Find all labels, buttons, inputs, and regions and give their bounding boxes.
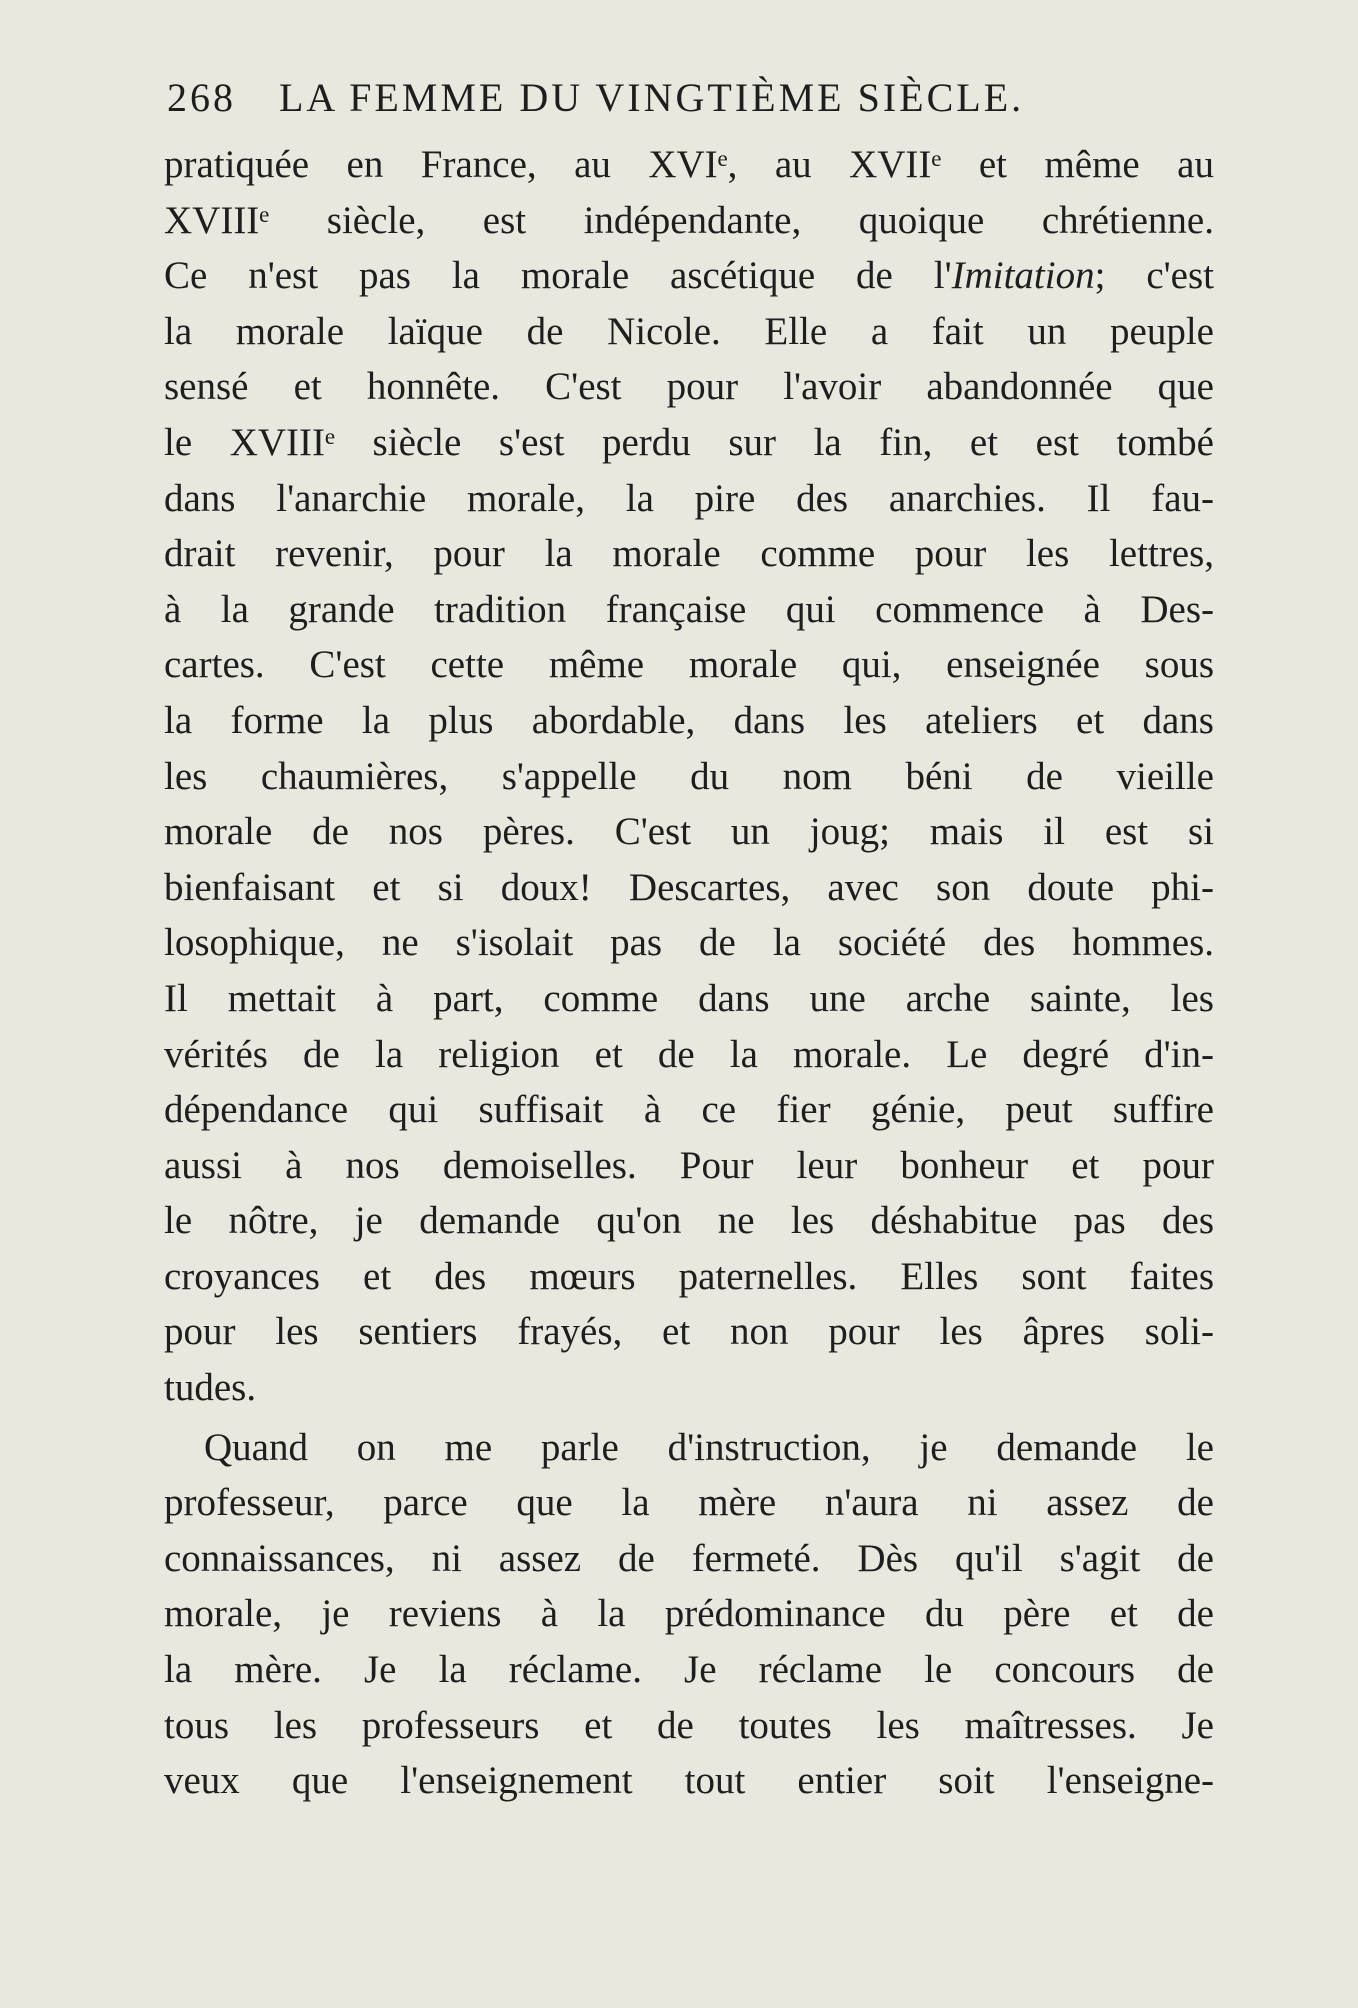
text-line: morale, je reviens à la prédominance du père et de [164, 1592, 1214, 1636]
text-line: pour les sentiers frayés, et non pour les âpres soli- [164, 1310, 1214, 1354]
paragraph-1 [164, 137, 1214, 1416]
text-line: sensé et honnête. C'est pour l'avoir abandonnée que [164, 365, 1214, 409]
text-line: XVIIIᵉ siècle, est indépendante, quoique chrétienne. [164, 198, 1214, 242]
text-line [164, 248, 1214, 304]
text-line: vérités de la religion et de la morale. Le degré d'in- [164, 1032, 1214, 1076]
text-line: Quand on me parle d'instruction, je demande le [204, 1425, 1214, 1469]
text-line: le XVIIIᵉ siècle s'est perdu sur la fin, et est tombé [164, 420, 1214, 464]
text-line: aussi à nos demoiselles. Pour leur bonheur et pour [164, 1143, 1214, 1187]
text-line: pratiquée en France, au XVIᵉ, au XVIIᵉ et même au [164, 143, 1214, 186]
paragraph-2 [164, 1420, 1214, 1809]
text-line: Il mettait à part, comme dans une arche sainte, les [164, 976, 1214, 1020]
text-line: la mère. Je la réclame. Je réclame le concours de [164, 1648, 1214, 1692]
text-line: losophique, ne s'isolait pas de la société des hommes. [164, 921, 1214, 965]
body-text [164, 137, 1214, 1809]
text-line: veux que l'enseignement tout entier soit l'enseigne- [164, 1759, 1214, 1803]
text-line: les chaumières, s'appelle du nom béni de vieille [164, 754, 1214, 798]
text-line: dans l'anarchie morale, la pire des anarchies. Il fau- [164, 476, 1214, 520]
running-header [167, 74, 1227, 134]
text-line: bienfaisant et si doux! Descartes, avec son doute phi- [164, 865, 1214, 909]
text-line: professeur, parce que la mère n'aura ni assez de [164, 1481, 1214, 1525]
text-segment: ; c'est [1094, 254, 1214, 298]
text-line: morale de nos pères. C'est un joug; mais il est si [164, 810, 1214, 854]
text-line: à la grande tradition française qui commence à Des- [164, 587, 1214, 631]
book-title-imitation: Imitation [951, 254, 1095, 298]
text-line: connaissances, ni assez de fermeté. Dès qu'il s'agit de [164, 1536, 1214, 1580]
text-line: tous les professeurs et de toutes les maîtresses. Je [164, 1703, 1214, 1747]
page-number: 268 [167, 75, 236, 120]
text-line: drait revenir, pour la morale comme pour les lettres, [164, 532, 1214, 576]
text-line: tudes. [164, 1366, 257, 1410]
text-line: la forme la plus abordable, dans les ateliers et dans [164, 698, 1214, 742]
text-line: dépendance qui suffisait à ce fier génie, peut suffire [164, 1088, 1214, 1132]
text-line: cartes. C'est cette même morale qui, enseignée sous [164, 643, 1214, 687]
running-title: LA FEMME DU VINGTIÈME SIÈCLE. [279, 75, 1025, 120]
text-line: croyances et des mœurs paternelles. Elles sont faites [164, 1254, 1214, 1298]
text-segment: Ce n'est pas la morale ascétique de l' [164, 254, 952, 298]
text-line: la morale laïque de Nicole. Elle a fait un peuple [164, 309, 1214, 353]
text-line: le nôtre, je demande qu'on ne les déshabitue pas des [164, 1199, 1214, 1243]
